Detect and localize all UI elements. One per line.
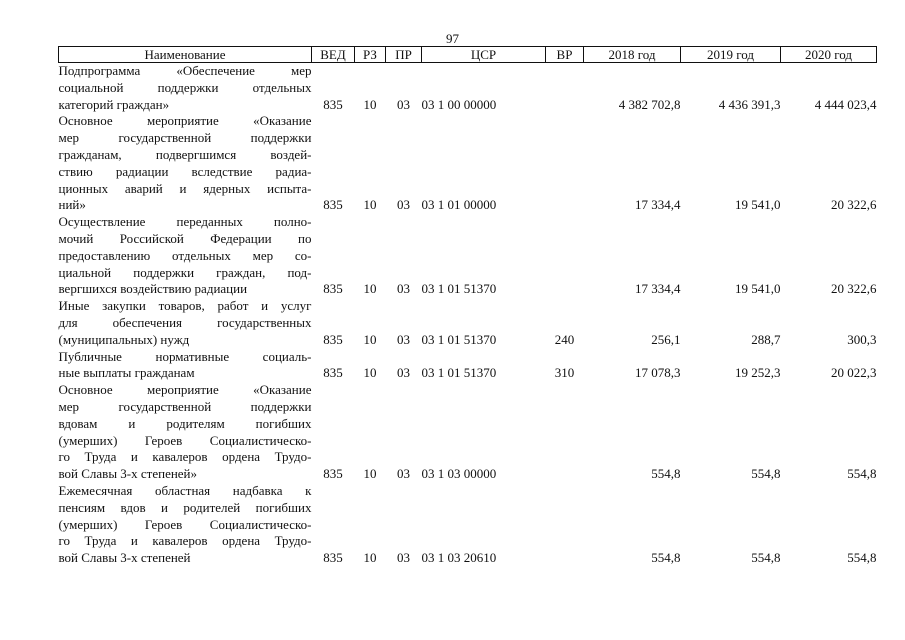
row-name-line: категорий граждан» <box>58 96 170 112</box>
row-name-line: (умерших) Героев Социалистическо- <box>58 432 312 448</box>
table-row <box>59 63 877 114</box>
row-ved: 835 <box>323 197 343 213</box>
row-pr: 03 <box>397 96 410 112</box>
row-vr <box>546 113 584 214</box>
row-name-line: вой Славы 3-х степеней» <box>58 466 198 482</box>
row-name-line: (муниципальных) нужд <box>58 331 190 347</box>
table-row <box>59 382 877 483</box>
row-rz: 10 <box>363 365 377 381</box>
row-ved: 835 <box>323 331 343 347</box>
row-pr: 03 <box>397 466 410 482</box>
row-name-line: для обеспечения государственных <box>58 314 312 330</box>
row-csr: 03 1 01 00000 <box>421 197 497 213</box>
row-vr: 240 <box>554 331 575 347</box>
row-2019: 19 252,3 <box>735 365 781 381</box>
table-row <box>59 483 877 567</box>
row-name-line: го Труда и кавалеров ордена Трудо- <box>58 533 312 549</box>
row-2020: 4 444 023,4 <box>814 96 877 112</box>
row-2019: 19 541,0 <box>735 197 781 213</box>
row-ved: 835 <box>323 365 343 381</box>
row-ved: 835 <box>323 96 343 112</box>
row-csr: 03 1 01 51370 <box>421 331 497 347</box>
row-name <box>59 214 312 298</box>
row-2018: 554,8 <box>651 550 681 566</box>
row-2019: 554,8 <box>751 466 781 482</box>
header-rz: РЗ <box>355 47 386 63</box>
row-ved: 835 <box>323 550 343 566</box>
row-name-line: мочий Российской Федерации по <box>58 230 312 246</box>
row-vr: 310 <box>554 365 575 381</box>
row-2019: 4 436 391,3 <box>718 96 781 112</box>
row-vr <box>546 63 584 114</box>
header-name: Наименование <box>59 47 312 63</box>
row-2019: 554,8 <box>751 550 781 566</box>
row-rz: 10 <box>363 550 377 566</box>
row-2020: 20 322,6 <box>831 197 877 213</box>
row-name-line: предоставлению отдельных мер со- <box>58 247 312 263</box>
row-name-line: ний» <box>58 197 86 213</box>
header-ved: ВЕД <box>312 47 355 63</box>
row-2018: 554,8 <box>651 466 681 482</box>
row-name-line: ствию радиации вследствие радиа- <box>58 163 312 179</box>
row-name-line: пенсиям вдов и родителей погибших <box>58 499 312 515</box>
row-rz: 10 <box>363 331 377 347</box>
row-2018: 4 382 702,8 <box>618 96 681 112</box>
row-pr: 03 <box>397 197 410 213</box>
row-ved: 835 <box>323 466 343 482</box>
row-vr <box>546 382 584 483</box>
row-2020: 20 322,6 <box>831 281 877 297</box>
table-row <box>59 113 877 214</box>
row-name <box>59 382 312 483</box>
row-name-line: (умерших) Героев Социалистическо- <box>58 516 312 532</box>
row-name-line: ные выплаты гражданам <box>58 365 195 381</box>
row-csr: 03 1 03 00000 <box>421 466 497 482</box>
row-2018: 17 078,3 <box>635 365 681 381</box>
header-vr: ВР <box>546 47 584 63</box>
row-name-line: циальной поддержки граждан, под- <box>58 264 312 280</box>
row-name-line: Подпрограмма «Обеспечение мер <box>58 63 312 78</box>
row-name-line: вой Славы 3-х степеней <box>58 550 191 566</box>
row-name <box>59 349 312 383</box>
table-row <box>59 349 877 383</box>
row-rz: 10 <box>363 466 377 482</box>
row-name <box>59 298 312 348</box>
row-2020: 554,8 <box>847 550 877 566</box>
row-pr: 03 <box>397 331 410 347</box>
page-number: 97 <box>446 31 459 46</box>
row-name-line: Иные закупки товаров, работ и услуг <box>58 298 312 314</box>
row-name-line: Ежемесячная областная надбавка к <box>58 482 312 498</box>
row-csr: 03 1 03 20610 <box>421 550 497 566</box>
header-2020: 2020 год <box>781 47 877 63</box>
table-row <box>59 298 877 348</box>
row-name-line: гражданам, подвергшимся воздей- <box>58 146 312 162</box>
row-name <box>59 483 312 567</box>
row-2020: 20 022,3 <box>831 365 877 381</box>
table-header-row <box>59 47 877 63</box>
table-row <box>59 214 877 298</box>
row-csr: 03 1 00 00000 <box>421 96 497 112</box>
row-vr <box>546 214 584 298</box>
row-2018: 17 334,4 <box>635 197 681 213</box>
header-2018: 2018 год <box>584 47 681 63</box>
row-rz: 10 <box>363 197 377 213</box>
row-name-line: Осуществление переданных полно- <box>58 214 312 230</box>
row-name-line: социальной поддержки отдельных <box>58 79 312 95</box>
row-rz: 10 <box>363 281 377 297</box>
row-2018: 17 334,4 <box>635 281 681 297</box>
row-pr: 03 <box>397 281 410 297</box>
row-name-line: мер государственной поддержки <box>58 130 312 146</box>
row-name <box>59 113 312 214</box>
row-csr: 03 1 01 51370 <box>421 365 497 381</box>
row-2020: 554,8 <box>847 466 877 482</box>
header-pr: ПР <box>386 47 422 63</box>
row-2019: 288,7 <box>751 331 781 347</box>
header-csr: ЦСР <box>422 47 546 63</box>
row-name-line: вдовам и родителям погибших <box>58 415 312 431</box>
row-name-line: Основное мероприятие «Оказание <box>58 113 312 129</box>
row-2018: 256,1 <box>651 331 681 347</box>
budget-table <box>58 46 877 567</box>
row-name-line: го Труда и кавалеров ордена Трудо- <box>58 449 312 465</box>
header-2019: 2019 год <box>681 47 781 63</box>
row-pr: 03 <box>397 365 410 381</box>
row-rz: 10 <box>363 96 377 112</box>
row-pr: 03 <box>397 550 410 566</box>
row-name-line: ционных аварий и ядерных испыта- <box>58 180 312 196</box>
row-name-line: вергшихся воздействию радиации <box>58 281 248 297</box>
row-2019: 19 541,0 <box>735 281 781 297</box>
row-vr <box>546 483 584 567</box>
row-name-line: мер государственной поддержки <box>58 398 312 414</box>
row-csr: 03 1 01 51370 <box>421 281 497 297</box>
row-name-line: Публичные нормативные социаль- <box>58 348 312 364</box>
row-2020: 300,3 <box>847 331 877 347</box>
row-ved: 835 <box>323 281 343 297</box>
row-name <box>59 63 312 114</box>
row-name-line: Основное мероприятие «Оказание <box>58 382 312 398</box>
